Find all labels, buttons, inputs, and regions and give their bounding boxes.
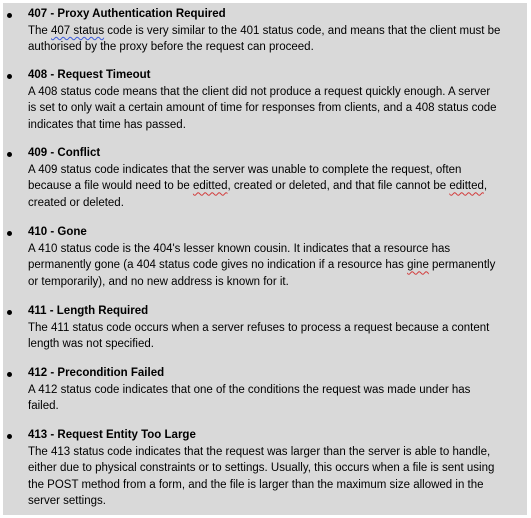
item-description bbox=[28, 444, 525, 510]
text-line: A 408 status code means that the client did not produce a request quickly enough. A server bbox=[28, 86, 491, 98]
bullet-icon bbox=[7, 310, 12, 315]
spelling-flag: editted bbox=[192, 180, 228, 193]
item-description bbox=[28, 241, 525, 290]
item-description bbox=[28, 320, 525, 353]
text-line: A 409 status code indicates that the server was unable to complete the request, often bbox=[28, 164, 462, 176]
grammar-flag: 407 status bbox=[51, 25, 105, 37]
text-line: A 410 status code is the 404's lesser known cousin. It indicates that a resource has bbox=[28, 243, 451, 255]
text-line: length was not specified. bbox=[28, 338, 154, 351]
text-line: The 413 status code indicates that the request was larger than the server is able to handle, bbox=[28, 446, 491, 458]
bullet-icon bbox=[7, 372, 12, 377]
bullet-icon bbox=[7, 74, 12, 79]
text-line: authorised by the proxy before the request can proceed. bbox=[28, 41, 314, 54]
text-line: failed. bbox=[28, 400, 59, 413]
text-line: because a file would need to be editted, created or deleted, and that file cannot be editted, bbox=[28, 180, 488, 193]
item-title: 407 - Proxy Authentication Required bbox=[28, 8, 226, 20]
item-description bbox=[28, 84, 525, 133]
item-description bbox=[28, 162, 525, 211]
item-title: 412 - Precondition Failed bbox=[28, 367, 165, 379]
spelling-flag: editted bbox=[449, 180, 484, 193]
item-title: 411 - Length Required bbox=[28, 305, 149, 317]
text-line: either due to physical constraints or to settings. Usually, this occurs when a file is sent using bbox=[28, 462, 495, 475]
item-title: 409 - Conflict bbox=[28, 147, 101, 159]
text-line: indicates that time has passed. bbox=[28, 118, 186, 131]
bullet-icon bbox=[7, 152, 12, 157]
item-description bbox=[28, 23, 525, 56]
document-page bbox=[3, 3, 527, 515]
item-title: 413 - Request Entity Too Large bbox=[28, 429, 196, 441]
spelling-flag: gine bbox=[407, 259, 429, 272]
text-line: created or deleted. bbox=[28, 196, 124, 209]
text-line: server settings. bbox=[28, 495, 106, 508]
text-line: The 407 status code is very similar to the 401 status code, and means that the client must be bbox=[28, 25, 501, 37]
bullet-icon bbox=[7, 434, 12, 439]
text-line: is set to only wait a certain amount of time for responses from clients, and a 408 status code bbox=[28, 102, 497, 115]
item-title: 410 - Gone bbox=[28, 226, 87, 238]
item-title: 408 - Request Timeout bbox=[28, 69, 151, 81]
text-line: The 411 status code occurs when a server refuses to process a request because a content bbox=[28, 322, 490, 334]
text-line: or temporarily), and no new address is known for it. bbox=[28, 275, 289, 288]
item-description bbox=[28, 382, 525, 415]
text-line: the POST method from a form, and the file is larger than the maximum size allowed in the bbox=[28, 478, 484, 491]
bullet-icon bbox=[7, 231, 12, 236]
text-line: A 412 status code indicates that one of the conditions the request was made under has bbox=[28, 384, 471, 396]
bullet-icon bbox=[7, 13, 12, 18]
text-line: permanently gone (a 404 status code gives no indication if a resource has gine permanently bbox=[28, 259, 496, 272]
